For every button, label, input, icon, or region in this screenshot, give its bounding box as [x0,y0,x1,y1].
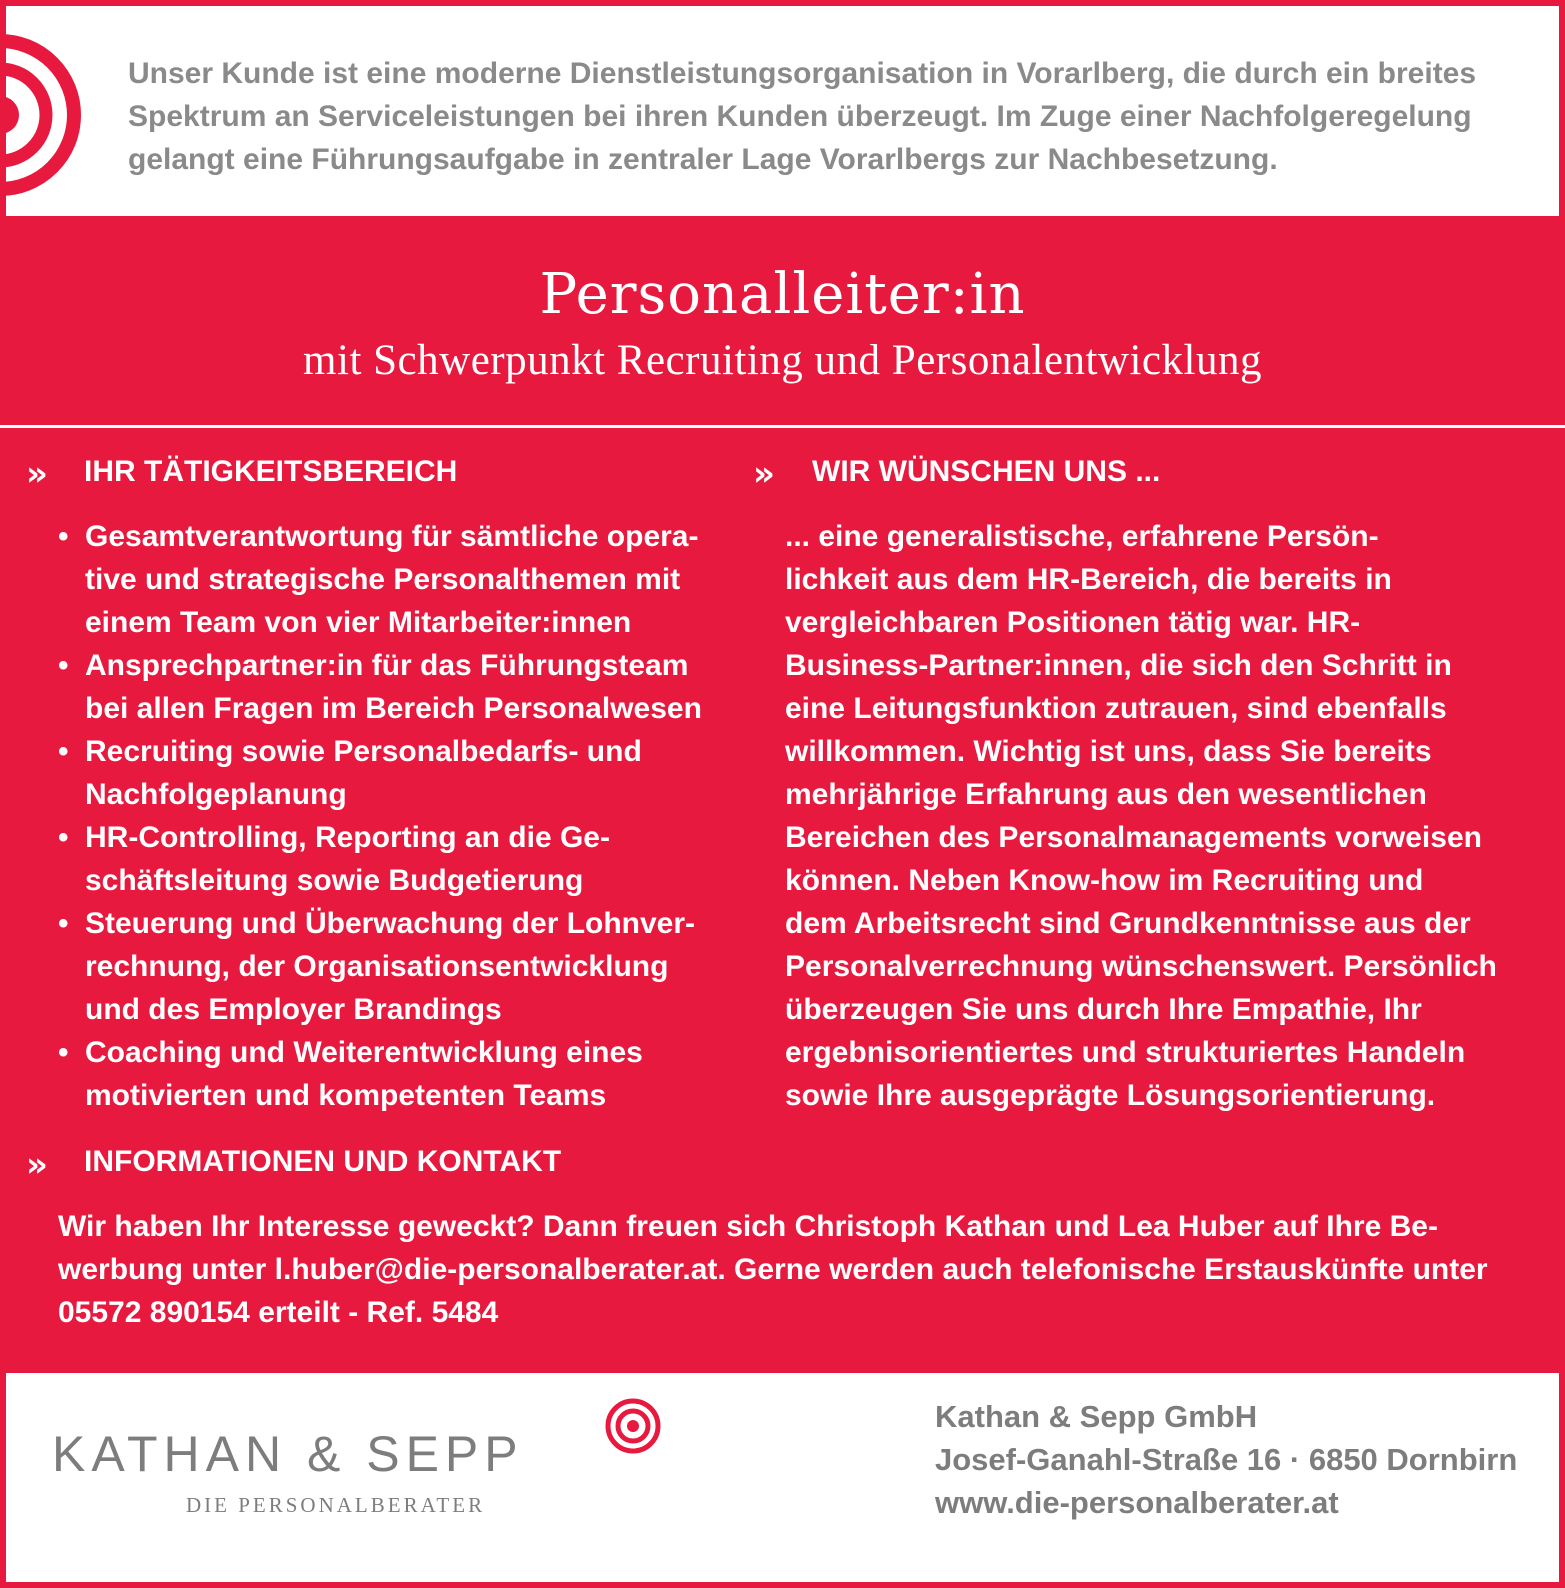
list-item-line: Nachfolgeplanung [85,778,347,811]
chevron-icon: » [26,454,48,494]
wishes-line: können. Neben Know-how im Recruiting und [785,864,1424,897]
company-name: Kathan & Sepp GmbH [935,1399,1258,1434]
list-item-line: und des Employer Brandings [85,993,502,1026]
intro-line: gelangt eine Führungsaufgabe in zentraler Lage Vorarlbergs zur Nachbesetzung. [128,143,1278,176]
wishes-line: lichkeit aus dem HR-Bereich, die bereits in [785,563,1392,596]
contact-line: werbung unter l.huber@die-personalberater.at. Gerne werden auch telefonische Erstauskünfte unter [58,1253,1488,1286]
tasks-list [58,515,748,1117]
list-item [58,644,748,730]
wishes-line: willkommen. Wichtig ist uns, dass Sie bereits [785,735,1432,768]
list-item [58,816,748,902]
contact-line: Wir haben Ihr Interesse geweckt? Dann freuen sich Christoph Kathan und Lea Huber auf Ihre Be- [58,1210,1438,1243]
wishes-line: Business-Partner:innen, die sich den Schritt in [785,649,1452,682]
list-item [58,902,748,1031]
list-item [58,1031,748,1117]
wishes-line: mehrjährige Erfahrung aus den wesentlichen [785,778,1427,811]
list-item-line: bei allen Fragen im Bereich Personalwesen [85,692,702,725]
wishes-line: ergebnisorientiertes und strukturiertes Handeln [785,1036,1466,1069]
wishes-line: vergleichbaren Positionen tätig war. HR- [785,606,1361,639]
wishes-line: ... eine generalistische, erfahrene Persön- [785,520,1379,553]
wishes-line: eine Leitungsfunktion zutrauen, sind ebenfalls [785,692,1447,725]
target-rings-icon [0,26,90,204]
intro-section [0,0,1553,216]
wishes-line: dem Arbeitsrecht sind Grundkenntnisse aus der [785,907,1471,940]
chevron-icon: » [753,454,775,494]
list-item-line: Recruiting sowie Personalbedarfs- und [85,735,642,768]
list-item-line: Gesamtverantwortung für sämtliche opera- [85,520,699,553]
contact-text [58,1205,1518,1334]
chevron-icon: » [26,1145,48,1185]
list-item-line: einem Team von vier Mitarbeiter:innen [85,606,632,639]
company-address [935,1395,1517,1524]
list-item-line: rechnung, der Organisationsentwicklung [85,950,669,983]
wishes-line: Personalverrechnung wünschenswert. Persönlich [785,950,1497,983]
wishes-heading: WIR WÜNSCHEN UNS ... [812,455,1161,488]
bullet: • [58,1036,69,1069]
bullet: • [58,821,69,854]
target-logo-icon [604,1397,662,1455]
tasks-heading: IHR TÄTIGKEITSBEREICH [84,455,458,488]
intro-line: Unser Kunde ist eine moderne Dienstleistungsorganisation in Vorarlberg, die durch ein breites [128,57,1477,90]
list-item [58,730,748,816]
list-item-line: Steuerung und Überwachung der Lohnver- [85,907,696,940]
wishes-line: sowie Ihre ausgeprägte Lösungsorientierung. [785,1079,1436,1112]
list-item [58,515,748,644]
wishes-line: überzeugen Sie uns durch Ihre Empathie, Ihr [785,993,1422,1026]
wishes-text [785,515,1530,1117]
company-website-link[interactable]: www.die-personalberater.at [935,1485,1339,1520]
info-heading: INFORMATIONEN UND KONTAKT [84,1145,562,1178]
divider [0,425,1565,428]
wishes-line: Bereichen des Personalmanagements vorweisen [785,821,1482,854]
job-subtitle: mit Schwerpunkt Recruiting und Personalentwicklung [303,337,1262,384]
job-title: Personalleiter:in [539,262,1026,327]
bullet: • [58,735,69,768]
company-logo-tagline: DIE PERSONALBERATER [186,1493,486,1517]
contact-line: 05572 890154 erteilt - Ref. 5484 [58,1296,499,1329]
bullet: • [58,649,69,682]
list-item-line: HR-Controlling, Reporting an die Ge- [85,821,610,854]
list-item-line: Coaching und Weiterentwicklung eines [85,1036,643,1069]
company-street: Josef-Ganahl-Straße 16 · 6850 Dornbirn [935,1442,1518,1477]
bullet: • [58,907,69,940]
intro-text [128,52,1528,181]
intro-line: Spektrum an Serviceleistungen bei ihren Kunden überzeugt. Im Zuge einer Nachfolgeregelung [128,100,1472,133]
list-item-line: schäftsleitung sowie Budgetierung [85,864,584,897]
list-item-line: Ansprechpartner:in für das Führungsteam [85,649,689,682]
list-item-line: motivierten und kompetenten Teams [85,1079,607,1112]
bullet: • [58,520,69,553]
list-item-line: tive und strategische Personalthemen mit [85,563,681,596]
company-logo-text: KATHAN & SEPP [52,1426,524,1482]
